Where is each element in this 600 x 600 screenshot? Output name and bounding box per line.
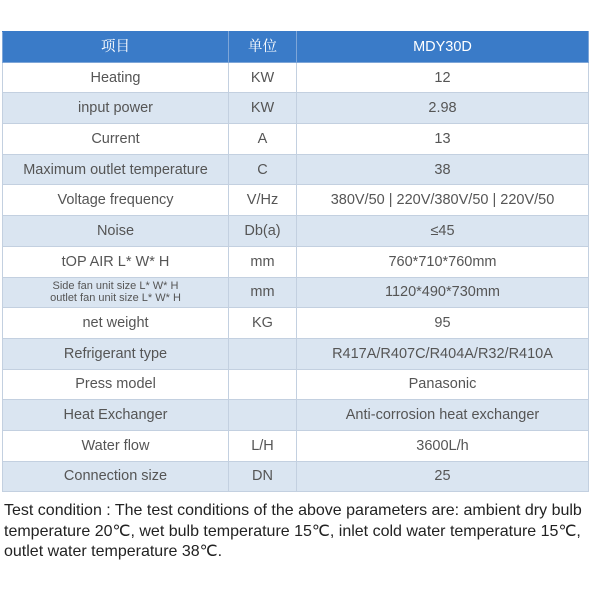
value-cell: 2.98 xyxy=(297,93,589,124)
value-cell: 12 xyxy=(297,62,589,93)
header-item: 项目 xyxy=(3,32,229,63)
unit-cell: KW xyxy=(229,93,297,124)
item-cell: Press model xyxy=(3,369,229,400)
item-cell: Maximum outlet temperature xyxy=(3,154,229,185)
unit-cell: mm xyxy=(229,277,297,308)
item-line-2: outlet fan unit size L* W* H xyxy=(50,292,181,305)
value-cell: 380V/50 | 220V/380V/50 | 220V/50 xyxy=(297,185,589,216)
value-cell: 1120*490*730mm xyxy=(297,277,589,308)
item-cell: Water flow xyxy=(3,430,229,461)
value-cell: R417A/R407C/R404A/R32/R410A xyxy=(297,338,589,369)
unit-cell: L/H xyxy=(229,430,297,461)
item-cell: Heat Exchanger xyxy=(3,400,229,431)
value-cell: 25 xyxy=(297,461,589,492)
item-cell: tOP AIR L* W* H xyxy=(3,246,229,277)
spec-row-input-power xyxy=(3,93,589,124)
spec-row-max-outlet-temperature xyxy=(3,154,589,185)
value-cell: 3600L/h xyxy=(297,430,589,461)
value-cell: 95 xyxy=(297,308,589,339)
spec-row-refrigerant-type xyxy=(3,338,589,369)
spec-row-top-air-size xyxy=(3,246,589,277)
item-cell: net weight xyxy=(3,308,229,339)
spec-table xyxy=(2,31,589,492)
item-cell: Connection size xyxy=(3,461,229,492)
spec-table-header xyxy=(3,32,589,63)
spec-row-press-model xyxy=(3,369,589,400)
header-row xyxy=(3,32,589,63)
value-cell: Anti-corrosion heat exchanger xyxy=(297,400,589,431)
spec-row-voltage-frequency xyxy=(3,185,589,216)
spec-row-connection-size xyxy=(3,461,589,492)
item-cell: input power xyxy=(3,93,229,124)
spec-table-body xyxy=(3,62,589,492)
header-model: MDY30D xyxy=(297,32,589,63)
spec-row-noise xyxy=(3,216,589,247)
unit-cell xyxy=(229,369,297,400)
unit-cell: A xyxy=(229,124,297,155)
test-condition-note: Test condition : The test conditions of the above parameters are: ambient dry bulb temperature 20℃, wet bulb temperature 15℃, inlet cold water temperature 15℃, outlet water temperature 38℃. xyxy=(4,502,582,560)
spec-row-net-weight xyxy=(3,308,589,339)
item-cell: Noise xyxy=(3,216,229,247)
item-line-1: Side fan unit size L* W* H xyxy=(52,280,179,293)
unit-cell: KW xyxy=(229,62,297,93)
item-cell: Heating xyxy=(3,62,229,93)
header-unit: 单位 xyxy=(229,32,297,63)
unit-cell: C xyxy=(229,154,297,185)
value-cell: 13 xyxy=(297,124,589,155)
unit-cell: DN xyxy=(229,461,297,492)
value-cell: Panasonic xyxy=(297,369,589,400)
unit-cell xyxy=(229,338,297,369)
value-cell: ≤45 xyxy=(297,216,589,247)
spec-row-heat-exchanger xyxy=(3,400,589,431)
item-cell: Voltage frequency xyxy=(3,185,229,216)
spec-row-fan-unit-size xyxy=(3,277,589,308)
item-cell: Current xyxy=(3,124,229,155)
unit-cell: V/Hz xyxy=(229,185,297,216)
value-cell: 760*710*760mm xyxy=(297,246,589,277)
value-cell: 38 xyxy=(297,154,589,185)
spec-row-heating xyxy=(3,62,589,93)
spec-row-water-flow xyxy=(3,430,589,461)
unit-cell: Db(a) xyxy=(229,216,297,247)
unit-cell: KG xyxy=(229,308,297,339)
unit-cell xyxy=(229,400,297,431)
unit-cell: mm xyxy=(229,246,297,277)
item-cell: Refrigerant type xyxy=(3,338,229,369)
item-cell xyxy=(3,277,229,308)
spec-row-current xyxy=(3,124,589,155)
